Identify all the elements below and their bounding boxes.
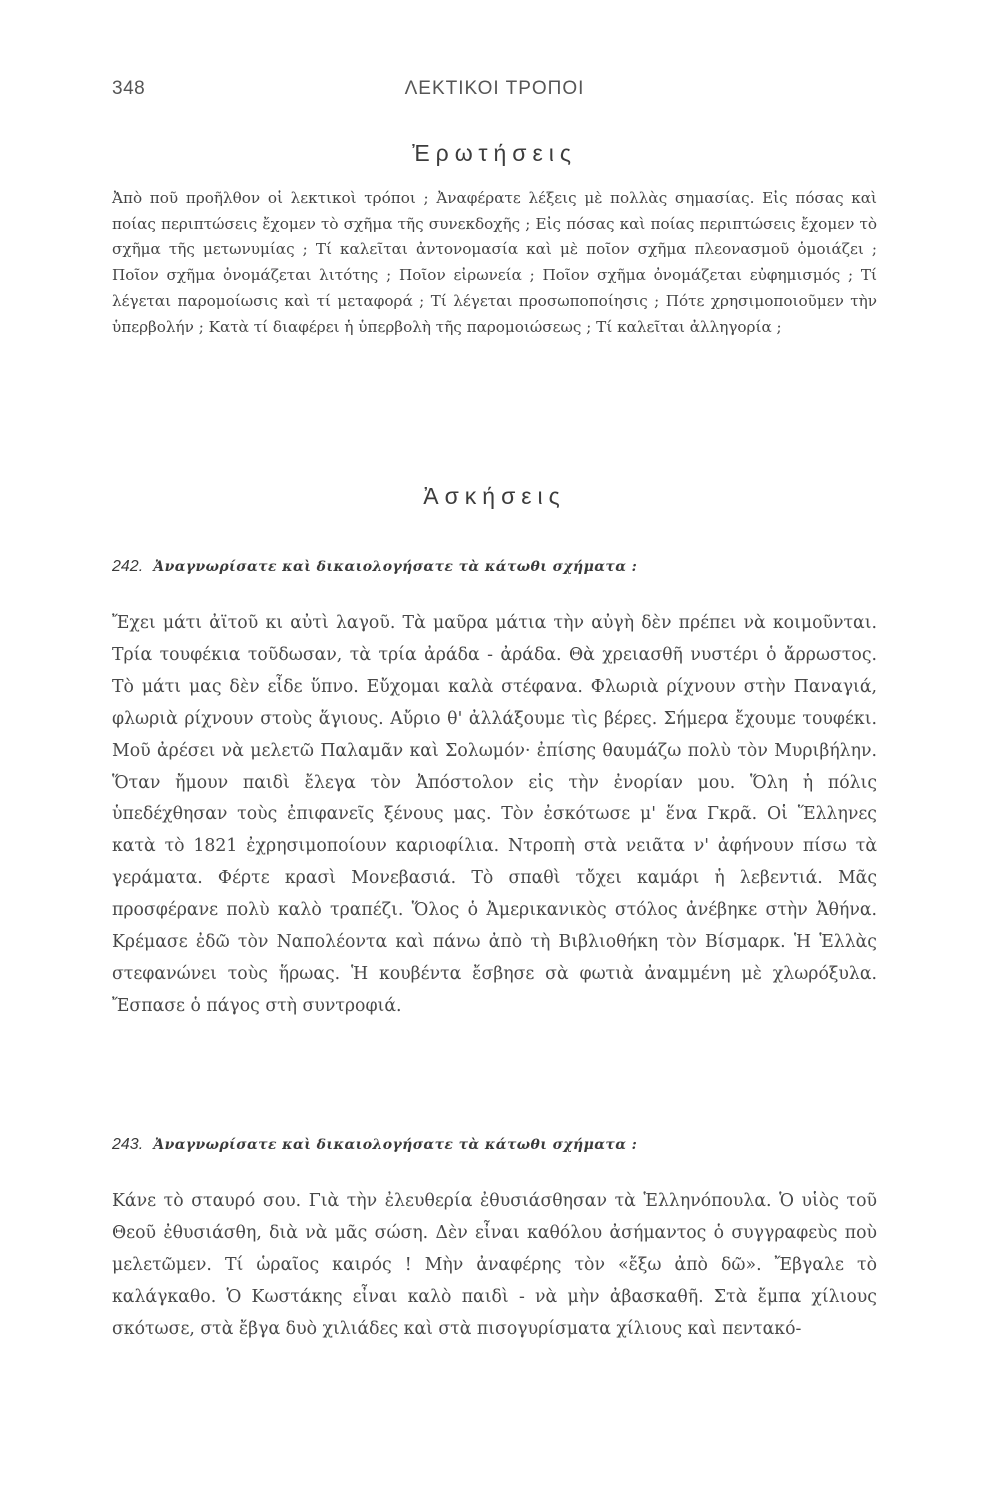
- exercise-title: Ἀναγνωρίσατε καὶ δικαιολογήσατε τὰ κάτωθι σχήματα :: [153, 1137, 638, 1153]
- page-number: 348: [112, 78, 146, 99]
- running-head: [112, 78, 877, 108]
- exercise-heading-243: [112, 1136, 877, 1154]
- exercise-number: 243.: [112, 1136, 144, 1153]
- exercises-title: Ἀσκήσεις: [423, 483, 566, 509]
- exercise-number: 242.: [112, 558, 144, 575]
- questions-text: Ἀπὸ ποῦ προῆλθον οἱ λεκτικοὶ τρόποι ; Ἀναφέρατε λέξεις μὲ πολλὰς σημασίας. Εἰς πόσας καὶ ποίας περιπτώσεις ἔχομεν τὸ σχῆμα τῆς συνεκδοχῆς ; Εἰς πόσας καὶ ποίας περιπτώσεις ἔχομεν τὸ σχῆμα τῆς μετωνυμίας ; Τί καλεῖται ἀντονομασία καὶ μὲ ποῖον σχῆμα πλεονασμοῦ ὁμοιάζει ; Ποῖον σχῆμα ὀνομάζεται λιτότης ; Ποῖον εἰρωνεία ; Ποῖον σχῆμα ὀνομάζεται εὐφημισμός ; Τί λέγεται παρομοίωσις καὶ τί μεταφορά ; Τί λέγεται προσωποποίησις ; Πότε χρησιμοποιοῦμεν τὴν ὑπερβολήν ; Κατὰ τί διαφέρει ἡ ὑπερβολὴ τῆς παρομοιώσεως ; Τί καλεῖται ἀλληγορία ;: [112, 189, 877, 336]
- running-title: ΛΕΚΤΙΚΟΙ ΤΡΟΠΟΙ: [404, 78, 585, 99]
- exercise-title: Ἀναγνωρίσατε καὶ δικαιολογήσατε τὰ κάτωθι σχήματα :: [153, 559, 638, 575]
- questions-title: Ἐρωτήσεις: [412, 140, 577, 166]
- exercise-heading-242: [112, 558, 877, 576]
- exercise-text-243: Κάνε τὸ σταυρό σου. Γιὰ τὴν ἐλευθερία ἐθυσιάσθησαν τὰ Ἑλληνόπουλα. Ὁ υἱὸς τοῦ Θεοῦ ἐθυσιάσθη, διὰ νὰ μᾶς σώση. Δὲν εἶναι καθόλου ἀσήμαντος ὁ συγγραφεὺς ποὺ μελετῶμεν. Τί ὡραῖος καιρός ! Μὴν ἀναφέρης τὸν «ἔξω ἀπὸ δῶ». Ἔβγαλε τὸ καλάγκαθο. Ὁ Κωστάκης εἶναι καλὸ παιδὶ - νὰ μὴν ἀβασκαθῆ. Στὰ ἔμπα χίλιους σκότωσε, στὰ ἔβγα δυὸ χιλιάδες καὶ στὰ πισογυρίσματα χίλιους καὶ πεντακό-: [112, 1191, 877, 1339]
- exercise-text-242: Ἔχει μάτι ἀϊτοῦ κι αὐτὶ λαγοῦ. Τὰ μαῦρα μάτια τὴν αὐγὴ δὲν πρέπει νὰ κοιμοῦνται. Τρία τουφέκια τοῦδωσαν, τὰ τρία ἀράδα - ἀράδα. Θὰ χρειασθῆ νυστέρι ὁ ἄρρωστος. Τὸ μάτι μας δὲν εἶδε ὕπνο. Εὔχομαι καλὰ στέφανα. Φλωριὰ ρίχνουν στὴν Παναγιά, φλωριὰ ρίχνουν στοὺς ἅγιους. Αὔριο θ' ἀλλάξουμε τὶς βέρες. Σήμερα ἔχουμε τουφέκι. Μοῦ ἀρέσει νὰ μελετῶ Παλαμᾶν καὶ Σολωμόν· ἐπίσης θαυμάζω πολὺ τὸν Μυριβήλην. Ὅταν ἤμουν παιδὶ ἔλεγα τὸν Ἀπόστολον εἰς τὴν ἐνορίαν μου. Ὅλη ἡ πόλις ὑπεδέχθησαν τοὺς ἐπιφανεῖς ξένους μας. Τὸν ἐσκότωσε μ' ἕνα Γκρᾶ. Οἱ Ἕλληνες κατὰ τὸ 1821 ἐχρησιμοποίουν καριοφίλια. Ντροπὴ στὰ νειᾶτα ν' ἀφήνουν πίσω τὰ γεράματα. Φέρτε κρασὶ Μονεβασιά. Τὸ σπαθὶ τὄχει καμάρι ἡ λεβεντιά. Μᾶς προσφέρανε πολὺ καλὸ τραπέζι. Ὅλος ὁ Ἀμερικανικὸς στόλος ἀνέβηκε στὴν Ἀθήνα. Κρέμασε ἐδῶ τὸν Ναπολέοντα καὶ πάνω ἀπὸ τὴ Βιβλιοθήκη τὸν Βίσμαρκ. Ἡ Ἑλλὰς στεφανώνει τοὺς ἥρωας. Ἡ κουβέντα ἔσβησε σὰ φωτιὰ ἀναμμένη μὲ χλωρόξυλα. Ἔσπασε ὁ πάγος στὴ συντροφιά.: [112, 613, 877, 1016]
